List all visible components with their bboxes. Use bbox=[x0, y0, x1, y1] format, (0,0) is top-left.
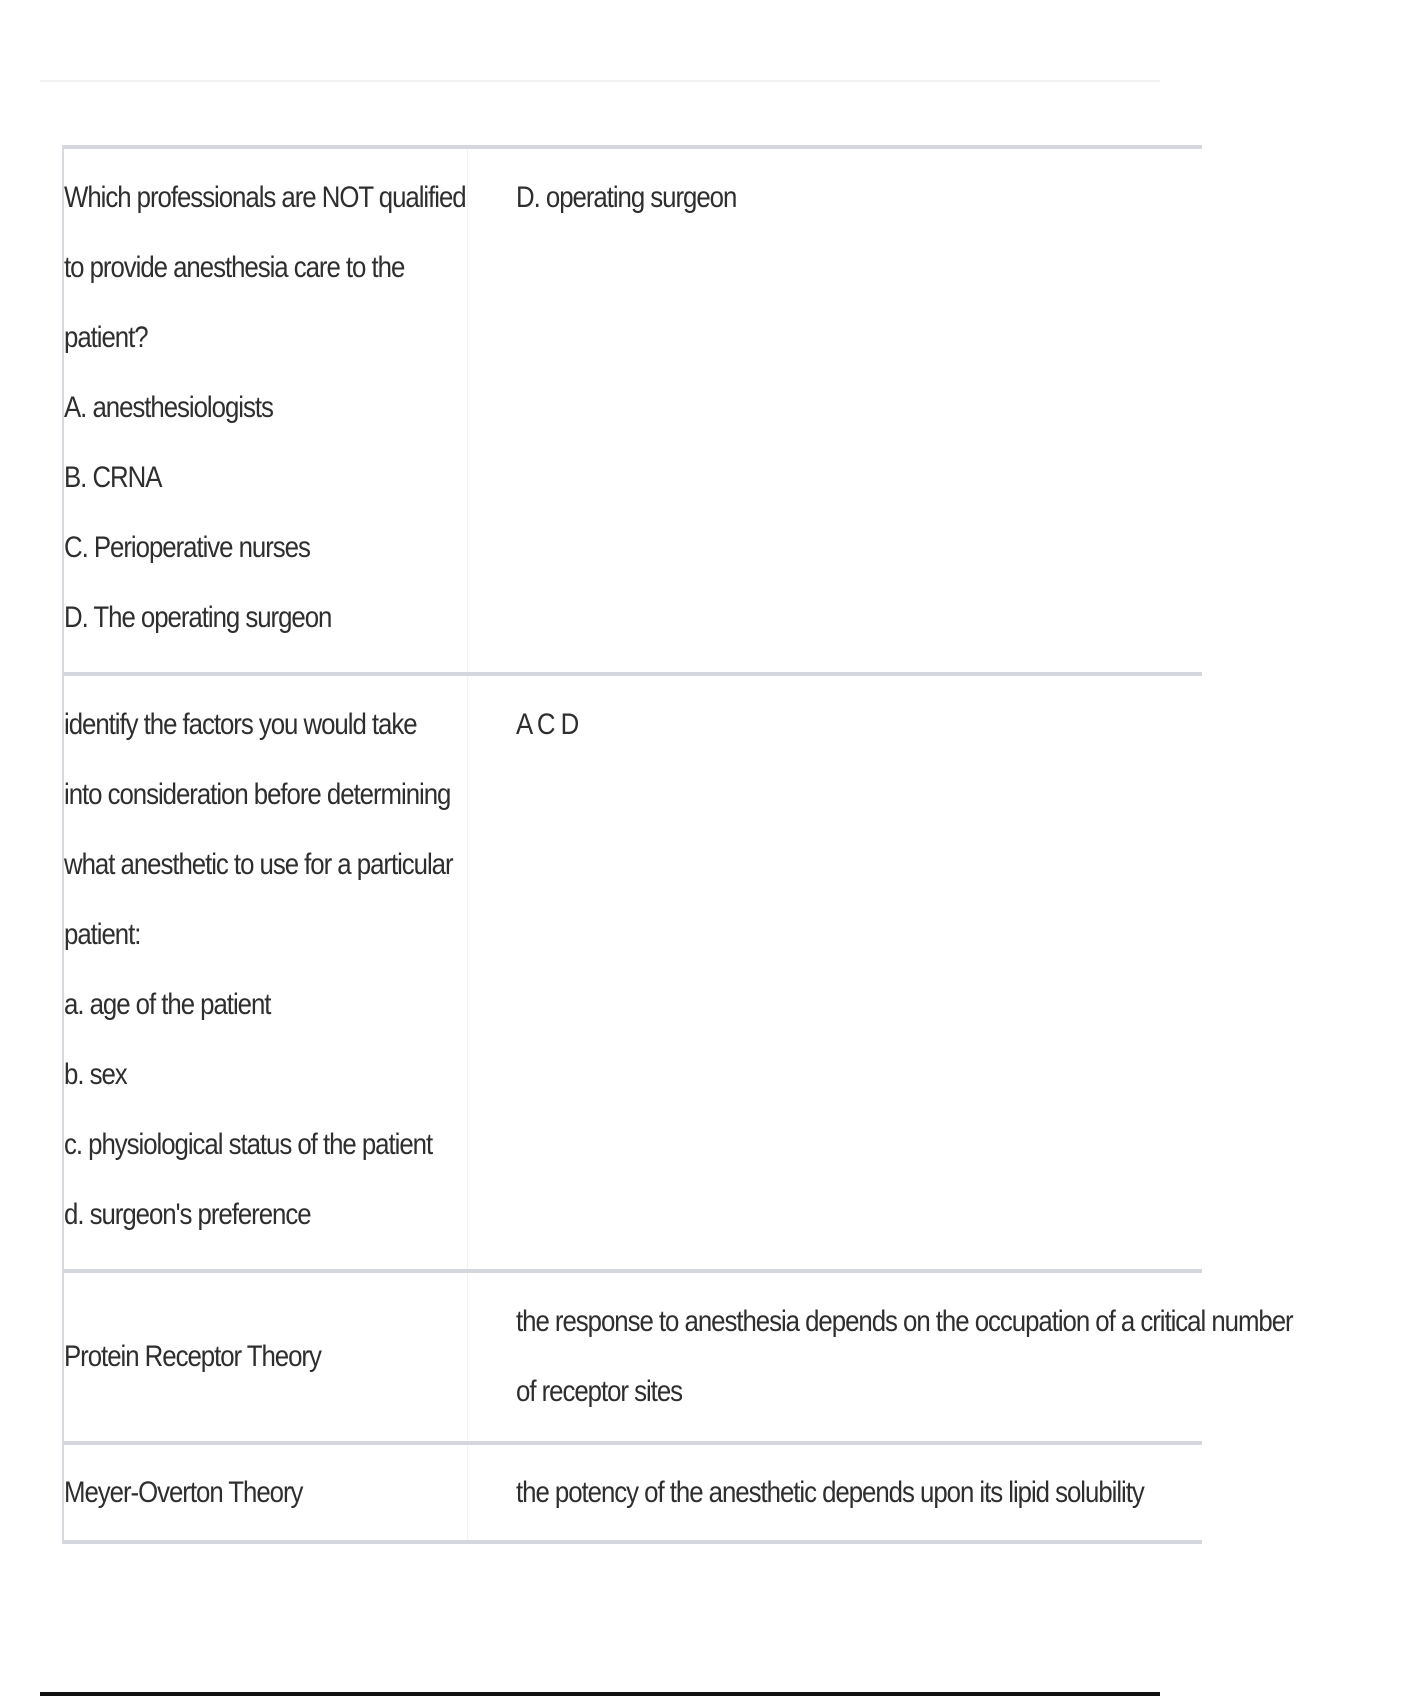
card-row bbox=[64, 672, 1202, 1269]
term-cell bbox=[64, 676, 468, 1269]
term-cell bbox=[64, 1445, 468, 1540]
bottom-divider bbox=[40, 1692, 1160, 1696]
term-text-line: A. anesthesiologists bbox=[64, 391, 273, 424]
card-row bbox=[64, 1269, 1293, 1441]
term-text-line: a. age of the patient bbox=[64, 988, 271, 1021]
definition-cell bbox=[468, 1445, 1246, 1540]
term-text-line: into consideration before determining bbox=[64, 778, 451, 811]
term-text-line: b. sex bbox=[64, 1058, 127, 1091]
card-row bbox=[64, 145, 1202, 672]
term-text-line: C. Perioperative nurses bbox=[64, 531, 310, 564]
definition-text-line: of receptor sites bbox=[516, 1375, 683, 1408]
term-text-line: d. surgeon's preference bbox=[64, 1198, 311, 1231]
definition-cell bbox=[468, 1273, 1419, 1441]
term-text-line: patient? bbox=[64, 321, 148, 354]
definition-text-line: D. operating surgeon bbox=[516, 181, 737, 214]
definition-cell bbox=[468, 676, 1202, 1269]
term-cell bbox=[64, 149, 468, 672]
term-text-line: Which professionals are NOT qualified bbox=[64, 181, 466, 214]
flashcard-table bbox=[62, 145, 1293, 1544]
term-text-line: B. CRNA bbox=[64, 461, 162, 494]
term-text-line: what anesthetic to use for a particular bbox=[64, 848, 453, 881]
definition-text-line: the response to anesthesia depends on the occupation of a critical number bbox=[516, 1305, 1293, 1338]
term-cell bbox=[64, 1273, 468, 1441]
term-text-line: patient: bbox=[64, 918, 141, 951]
term-text-line: to provide anesthesia care to the bbox=[64, 251, 405, 284]
card-row bbox=[64, 1441, 1202, 1544]
term-text-line: D. The operating surgeon bbox=[64, 601, 332, 634]
top-divider bbox=[40, 80, 1160, 82]
definition-text-line: the potency of the anesthetic depends upon its lipid solubility bbox=[516, 1475, 1144, 1509]
definition-text-line: A C D bbox=[516, 708, 579, 741]
definition-cell bbox=[468, 149, 1202, 672]
term-text-line: identify the factors you would take bbox=[64, 708, 417, 741]
term-text-line: Protein Receptor Theory bbox=[64, 1340, 321, 1373]
term-text-line: c. physiological status of the patient bbox=[64, 1128, 433, 1161]
term-text-line: Meyer-Overton Theory bbox=[64, 1475, 303, 1509]
